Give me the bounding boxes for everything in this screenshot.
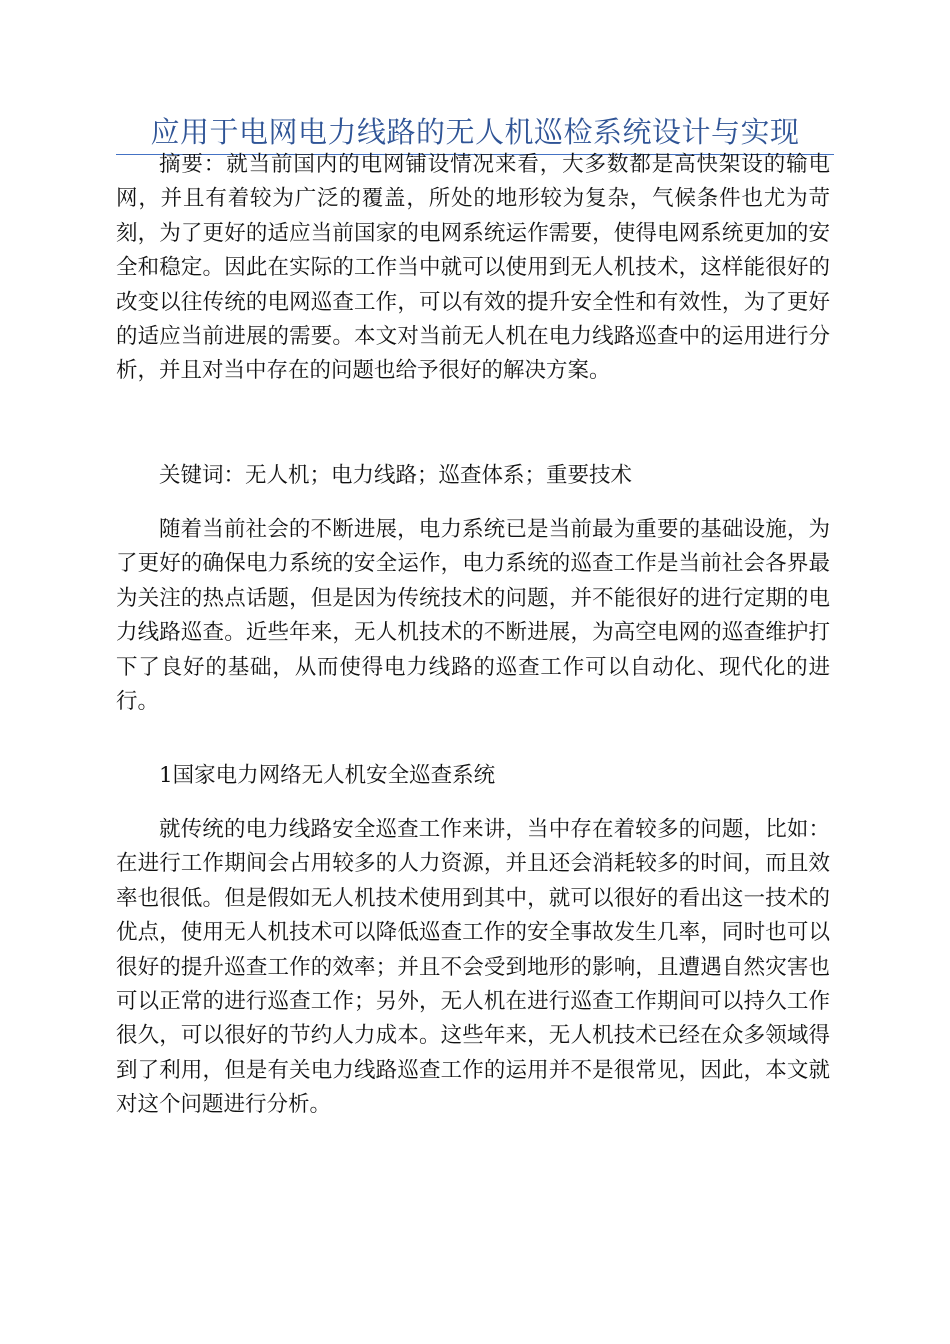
document-title: 应用于电网电力线路的无人机巡检系统设计与实现 — [150, 115, 800, 149]
title-block — [116, 112, 834, 152]
abstract-paragraph: 摘要：就当前国内的电网铺设情况来看，大多数都是高快架设的输电网，并且有着较为广泛的覆盖，所处的地形较为复杂，气候条件也尤为苛刻，为了更好的适应当前国家的电网系统运作需要，使得电网系统更加的安全和稳定。因此在实际的工作当中就可以使用到无人机技术，这样能很好的改变以往传统的电网巡查工作，可以有效的提升安全性和有效性，为了更好的适应当前进展的需要。本文对当前无人机在电力线路巡查中的运用进行分析，并且对当中存在的问题也给予很好的解决方案。 — [116, 152, 830, 384]
section-body-paragraph: 就传统的电力线路安全巡查工作来讲，当中存在着较多的问题，比如：在进行工作期间会占用较多的人力资源，并且还会消耗较多的时间，而且效率也很低。但是假如无人机技术使用到其中，就可以很好的看出这一技术的优点，使用无人机技术可以降低巡查工作的安全事故发生几率，同时也可以很好的提升巡查工作的效率；并且不会受到地形的影响，且遭遇自然灾害也可以正常的进行巡查工作；另外，无人机在进行巡查工作期间可以持久工作很久，可以很好的节约人力成本。这些年来，无人机技术已经在众多领域得到了利用，但是有关电力线路巡查工作的运用并不是很常见，因此，本文就对这个问题进行分析。 — [116, 817, 830, 1118]
intro-paragraph: 随着当前社会的不断进展，电力系统已是当前最为重要的基础设施，为了更好的确保电力系统的安全运作，电力系统的巡查工作是当前社会各界最为关注的热点话题，但是因为传统技术的问题，并不能很好的进行定期的电力线路巡查。近些年来，无人机技术的不断进展，为高空电网的巡查维护打下了良好的基础，从而使得电力线路的巡查工作可以自动化、现代化的进行。 — [116, 517, 830, 715]
section-heading: 1国家电力网络无人机安全巡查系统 — [159, 763, 496, 788]
keywords-paragraph: 关键词：无人机；电力线路；巡查体系；重要技术 — [159, 463, 633, 488]
